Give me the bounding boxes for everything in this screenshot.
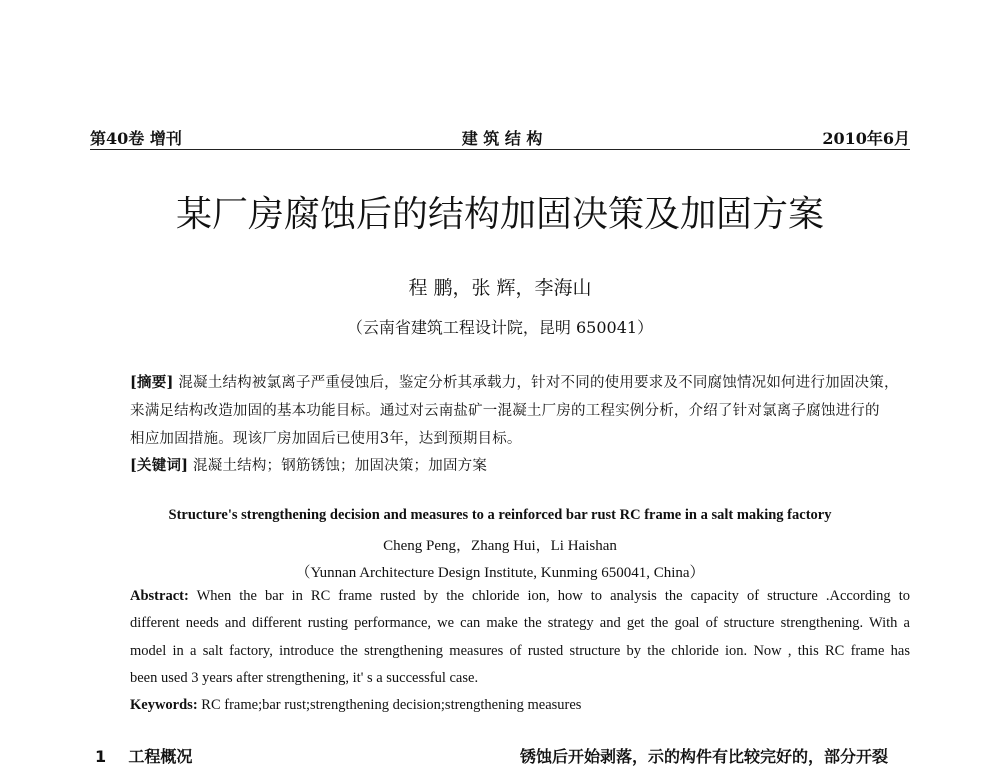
body-text-fragment: 锈蚀后开始剥落，示的构件有比较完好的，部分开裂 <box>520 747 889 766</box>
journal-name: 建 筑 结 构 <box>461 129 543 148</box>
section-heading: 1 工程概况 <box>95 747 193 766</box>
volume-info: 第40卷 增刊 <box>90 129 182 148</box>
authors: 程 鹏，张 辉，李海山 <box>408 277 592 299</box>
running-header <box>90 126 910 149</box>
paper-title: 某厂房腐蚀后的结构加固决策及加固方案 <box>175 194 824 235</box>
keywords-en: Keywords: RC frame;bar rust;strengthening decision;strengthening measures <box>130 697 582 713</box>
abstract-en-line: been used 3 years after strengthening, it' s a successful case. <box>130 670 479 686</box>
affiliation: （云南省建筑工程设计院，昆明 650041） <box>346 318 654 337</box>
abstract-en-line: different needs and different rusting performance, we can make the strategy and get the goal of structure strengthening. With a <box>130 615 910 631</box>
abstract-cn-line: 来满足结构改造加固的基本功能目标。通过对云南盐矿一混凝土厂房的工程实例分析，介绍了针对氯离子腐蚀进行的 <box>130 403 880 419</box>
abstract-en-line: model in a salt factory, introduce the strengthening measures of rusted structure by the chloride ion. Now , this RC frame has <box>130 643 910 659</box>
abstract-cn-line: 相应加固措施。现该厂房加固后已使用3年，达到预期目标。 <box>130 431 522 447</box>
abstract-en-line: Abstract: When the bar in RC frame rusted by the chloride ion, how to analysis the capacity of structure .According to <box>130 588 910 604</box>
issue-date: 2010年6月 <box>822 129 910 148</box>
header-rule <box>90 149 910 150</box>
affiliation-en: （Yunnan Architecture Design Institute, Kunming 650041, China） <box>295 565 705 581</box>
abstract-cn-line: [摘要] 混凝土结构被氯离子严重侵蚀后，鉴定分析其承载力，针对不同的使用要求及不同腐蚀情况如何进行加固决策， <box>130 374 899 391</box>
authors-en: Cheng Peng，Zhang Hui，Li Haishan <box>383 538 617 554</box>
title-en: Structure's strengthening decision and measures to a reinforced bar rust RC frame in a salt making factory <box>168 507 832 523</box>
keywords-cn: [关键词] 混凝土结构；钢筋锈蚀；加固决策；加固方案 <box>130 457 488 474</box>
